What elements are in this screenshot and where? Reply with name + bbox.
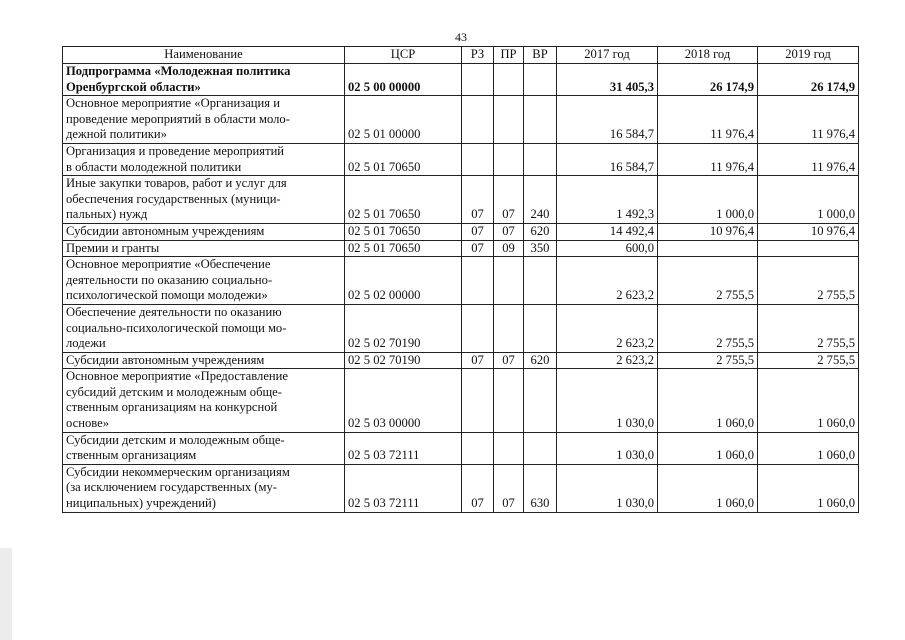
row-pr [494, 96, 524, 144]
table-row [63, 96, 859, 144]
row-2017: 14 492,4 [557, 223, 658, 240]
row-pr: 09 [494, 240, 524, 257]
row-2019 [758, 240, 859, 257]
row-rz: 07 [462, 176, 494, 224]
header-2017: 2017 год [557, 47, 658, 64]
header-2019: 2019 год [758, 47, 859, 64]
table-row [63, 352, 859, 369]
row-vr [524, 369, 557, 432]
row-2019: 1 060,0 [758, 369, 859, 432]
row-rz [462, 96, 494, 144]
row-pr [494, 257, 524, 305]
row-2019: 11 976,4 [758, 143, 859, 175]
row-2019: 2 755,5 [758, 304, 859, 352]
row-2018: 11 976,4 [658, 143, 758, 175]
row-csr: 02 5 00 00000 [345, 64, 462, 96]
row-csr: 02 5 01 70650 [345, 176, 462, 224]
table-row [63, 64, 859, 96]
row-name-line: Основное мероприятие «Обеспечение [66, 257, 271, 272]
header-rz: РЗ [462, 47, 494, 64]
row-name [63, 240, 345, 257]
row-name [63, 464, 345, 512]
row-vr: 620 [524, 352, 557, 369]
row-rz [462, 257, 494, 305]
row-name-line: Субсидии автономным учреждениям [66, 223, 265, 238]
row-name [63, 369, 345, 432]
row-name-line: Обеспечение деятельности по оказанию [66, 304, 282, 319]
table-row [63, 240, 859, 257]
row-name [63, 176, 345, 224]
row-vr [524, 257, 557, 305]
row-vr [524, 143, 557, 175]
row-name-line: Организация и проведение мероприятий [66, 143, 285, 158]
row-2018: 2 755,5 [658, 257, 758, 305]
header-vr: ВР [524, 47, 557, 64]
row-csr: 02 5 01 00000 [345, 96, 462, 144]
row-pr [494, 304, 524, 352]
row-name-line: пальных) нужд [66, 207, 148, 222]
row-rz [462, 143, 494, 175]
row-pr: 07 [494, 352, 524, 369]
row-2017: 600,0 [557, 240, 658, 257]
row-name-line: Субсидии детским и молодежным обще- [66, 432, 285, 447]
row-name-line: Премии и гранты [66, 240, 160, 255]
row-csr: 02 5 01 70650 [345, 240, 462, 257]
row-2019: 2 755,5 [758, 257, 859, 305]
row-csr: 02 5 03 00000 [345, 369, 462, 432]
row-pr [494, 432, 524, 464]
row-vr: 630 [524, 464, 557, 512]
row-name-line: в области молодежной политики [66, 159, 242, 174]
row-2017: 2 623,2 [557, 304, 658, 352]
row-2018: 1 060,0 [658, 464, 758, 512]
row-name-line: Основное мероприятие «Организация и [66, 96, 280, 111]
row-name-line: дежной политики» [66, 127, 167, 142]
row-2019: 10 976,4 [758, 223, 859, 240]
row-2019: 2 755,5 [758, 352, 859, 369]
row-name [63, 223, 345, 240]
header-2018: 2018 год [658, 47, 758, 64]
row-name-line: Иные закупки товаров, работ и услуг для [66, 176, 287, 191]
row-2017: 1 492,3 [557, 176, 658, 224]
table-row [63, 432, 859, 464]
row-name-line: ниципальных) учреждений) [66, 496, 216, 511]
row-2019: 1 000,0 [758, 176, 859, 224]
row-name-line: лодежи [66, 336, 106, 351]
table-header [63, 47, 859, 64]
row-2017: 2 623,2 [557, 257, 658, 305]
row-name-line: психологической помощи молодежи» [66, 288, 268, 303]
table-row [63, 143, 859, 175]
row-2018 [658, 240, 758, 257]
row-2017: 1 030,0 [557, 369, 658, 432]
row-2019: 11 976,4 [758, 96, 859, 144]
row-2017: 16 584,7 [557, 143, 658, 175]
row-pr [494, 369, 524, 432]
scan-edge-shadow [0, 548, 12, 640]
row-name-line: (за исключением государственных (му- [66, 480, 277, 495]
row-2018: 2 755,5 [658, 304, 758, 352]
row-csr: 02 5 01 70650 [345, 223, 462, 240]
row-name-line: Оренбургской области» [66, 79, 201, 94]
table-row [63, 369, 859, 432]
table-row [63, 223, 859, 240]
row-name-line: деятельности по оказанию социально- [66, 272, 273, 287]
row-rz: 07 [462, 223, 494, 240]
row-name-line: Субсидии некоммерческим организациям [66, 464, 290, 479]
row-rz [462, 432, 494, 464]
row-rz: 07 [462, 464, 494, 512]
row-name [63, 304, 345, 352]
row-csr: 02 5 03 72111 [345, 432, 462, 464]
row-2019: 1 060,0 [758, 464, 859, 512]
row-rz [462, 304, 494, 352]
row-name-line: основе» [66, 416, 109, 431]
row-rz [462, 64, 494, 96]
row-rz: 07 [462, 352, 494, 369]
row-rz: 07 [462, 240, 494, 257]
row-name [63, 96, 345, 144]
row-2018: 1 000,0 [658, 176, 758, 224]
row-name [63, 143, 345, 175]
row-pr [494, 143, 524, 175]
row-2017: 1 030,0 [557, 432, 658, 464]
row-2019: 1 060,0 [758, 432, 859, 464]
row-2017: 2 623,2 [557, 352, 658, 369]
row-2019: 26 174,9 [758, 64, 859, 96]
row-2017: 31 405,3 [557, 64, 658, 96]
row-name-line: ственным организациям [66, 448, 197, 463]
table-row [63, 176, 859, 224]
row-2018: 2 755,5 [658, 352, 758, 369]
row-name-line: Субсидии автономным учреждениям [66, 352, 265, 367]
row-pr: 07 [494, 223, 524, 240]
page-number: 43 [455, 30, 467, 44]
row-name [63, 257, 345, 305]
table-row [63, 304, 859, 352]
row-2017: 1 030,0 [557, 464, 658, 512]
row-2018: 1 060,0 [658, 369, 758, 432]
row-vr [524, 304, 557, 352]
row-csr: 02 5 02 00000 [345, 257, 462, 305]
row-2018: 11 976,4 [658, 96, 758, 144]
row-name [63, 64, 345, 96]
row-name [63, 352, 345, 369]
row-name-line: обеспечения государственных (муници- [66, 191, 281, 206]
table-row [63, 257, 859, 305]
row-vr [524, 64, 557, 96]
row-csr: 02 5 01 70650 [345, 143, 462, 175]
row-2018: 10 976,4 [658, 223, 758, 240]
row-name [63, 432, 345, 464]
table-body [63, 64, 859, 513]
row-2018: 26 174,9 [658, 64, 758, 96]
row-name-line: Основное мероприятие «Предоставление [66, 369, 288, 384]
row-name-line: ственным организациям на конкурсной [66, 400, 278, 415]
row-pr [494, 64, 524, 96]
row-name-line: проведение мероприятий в области моло- [66, 111, 290, 126]
header-pr: ПР [494, 47, 524, 64]
row-name-line: субсидий детским и молодежным обще- [66, 384, 282, 399]
header-name: Наименование [63, 47, 345, 64]
budget-table [62, 46, 859, 513]
row-vr: 240 [524, 176, 557, 224]
row-csr: 02 5 03 72111 [345, 464, 462, 512]
row-2018: 1 060,0 [658, 432, 758, 464]
row-name-line: Подпрограмма «Молодежная политика [66, 64, 291, 78]
row-vr [524, 96, 557, 144]
row-pr: 07 [494, 176, 524, 224]
row-vr [524, 432, 557, 464]
row-vr: 350 [524, 240, 557, 257]
table-row [63, 464, 859, 512]
header-csr: ЦСР [345, 47, 462, 64]
row-pr: 07 [494, 464, 524, 512]
row-name-line: социально-психологической помощи мо- [66, 320, 287, 335]
header-row [63, 47, 859, 64]
row-csr: 02 5 02 70190 [345, 352, 462, 369]
row-csr: 02 5 02 70190 [345, 304, 462, 352]
row-rz [462, 369, 494, 432]
row-vr: 620 [524, 223, 557, 240]
row-2017: 16 584,7 [557, 96, 658, 144]
